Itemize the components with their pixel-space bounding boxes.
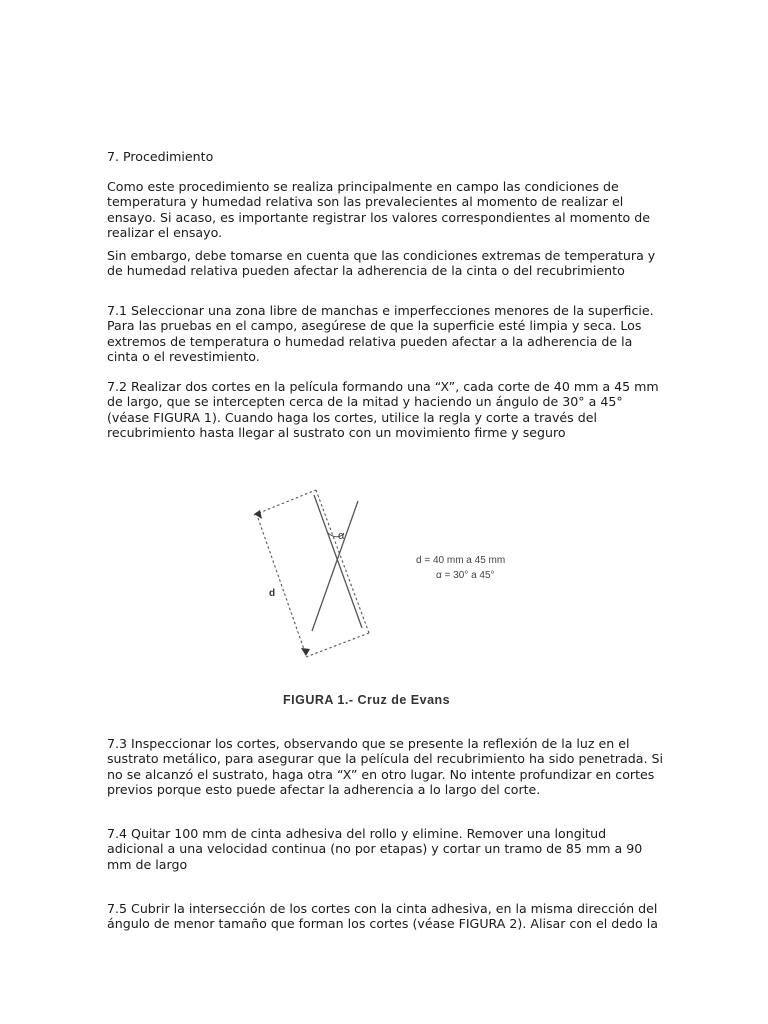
alpha-label: α bbox=[338, 530, 345, 542]
d-label: d bbox=[269, 588, 276, 599]
step-7-3-paragraph: 7.3 Inspeccionar los cortes, observando que se presente la reflexión de la luz en el sustrato metálico, para asegurar que la película del recubrimiento ha sido penetrada. Si no se alcanzó el sustrato, haga otra “X” en otro lugar. No intente profundizar en cortes previos porque esto puede afectar la adherencia a lo largo del corte. bbox=[107, 736, 663, 798]
legend-alpha: α = 30° a 45° bbox=[436, 570, 495, 581]
dimension-arrows bbox=[254, 510, 310, 656]
step-7-1-paragraph: 7.1 Seleccionar una zona libre de manchas e imperfecciones menores de la superficie. Para las pruebas en el campo, asegúrese de que la superficie esté limpia y seca. Los extremos de temperatura o humedad relativa pueden afectar a la adherencia de la cinta o el revestimiento. bbox=[107, 303, 654, 365]
legend-d: d = 40 mm a 45 mm bbox=[416, 555, 506, 566]
cut-lines bbox=[312, 495, 362, 631]
evans-cross-figure bbox=[240, 478, 540, 678]
step-7-5-paragraph: 7.5 Cubrir la intersección de los cortes con la cinta adhesiva, en la misma dirección del ángulo de menor tamaño que forman los cortes (véase FIGURA 2). Alisar con el dedo la bbox=[107, 901, 658, 932]
intro-paragraph-1: Como este procedimiento se realiza principalmente en campo las condiciones de temperatura y humedad relativa son las prevalecientes al momento de realizar el ensayo. Si acaso, es importante registrar los valores correspondientes al momento de realizar el ensayo. bbox=[107, 179, 650, 241]
step-7-4-paragraph: 7.4 Quitar 100 mm de cinta adhesiva del rollo y elimine. Remover una longitud adicional a una velocidad continua (no por etapas) y cortar un tramo de 85 mm a 90 mm de largo bbox=[107, 826, 643, 872]
intro-paragraph-2: Sin embargo, debe tomarse en cuenta que las condiciones extremas de temperatura y de humedad relativa pueden afectar la adherencia de la cinta o del recubrimiento bbox=[107, 248, 656, 279]
dashed-outline bbox=[254, 490, 369, 657]
figure-caption: FIGURA 1.- Cruz de Evans bbox=[283, 693, 451, 707]
step-7-2-paragraph: 7.2 Realizar dos cortes en la película formando una “X”, cada corte de 40 mm a 45 mm de largo, que se intercepten cerca de la mitad y haciendo un ángulo de 30° a 45° (véase FIGURA 1). Cuando haga los cortes, utilice la regla y corte a través del recubrimiento hasta llegar al sustrato con un movimiento firme y seguro bbox=[107, 379, 659, 441]
section-heading: 7. Procedimiento bbox=[107, 149, 214, 164]
